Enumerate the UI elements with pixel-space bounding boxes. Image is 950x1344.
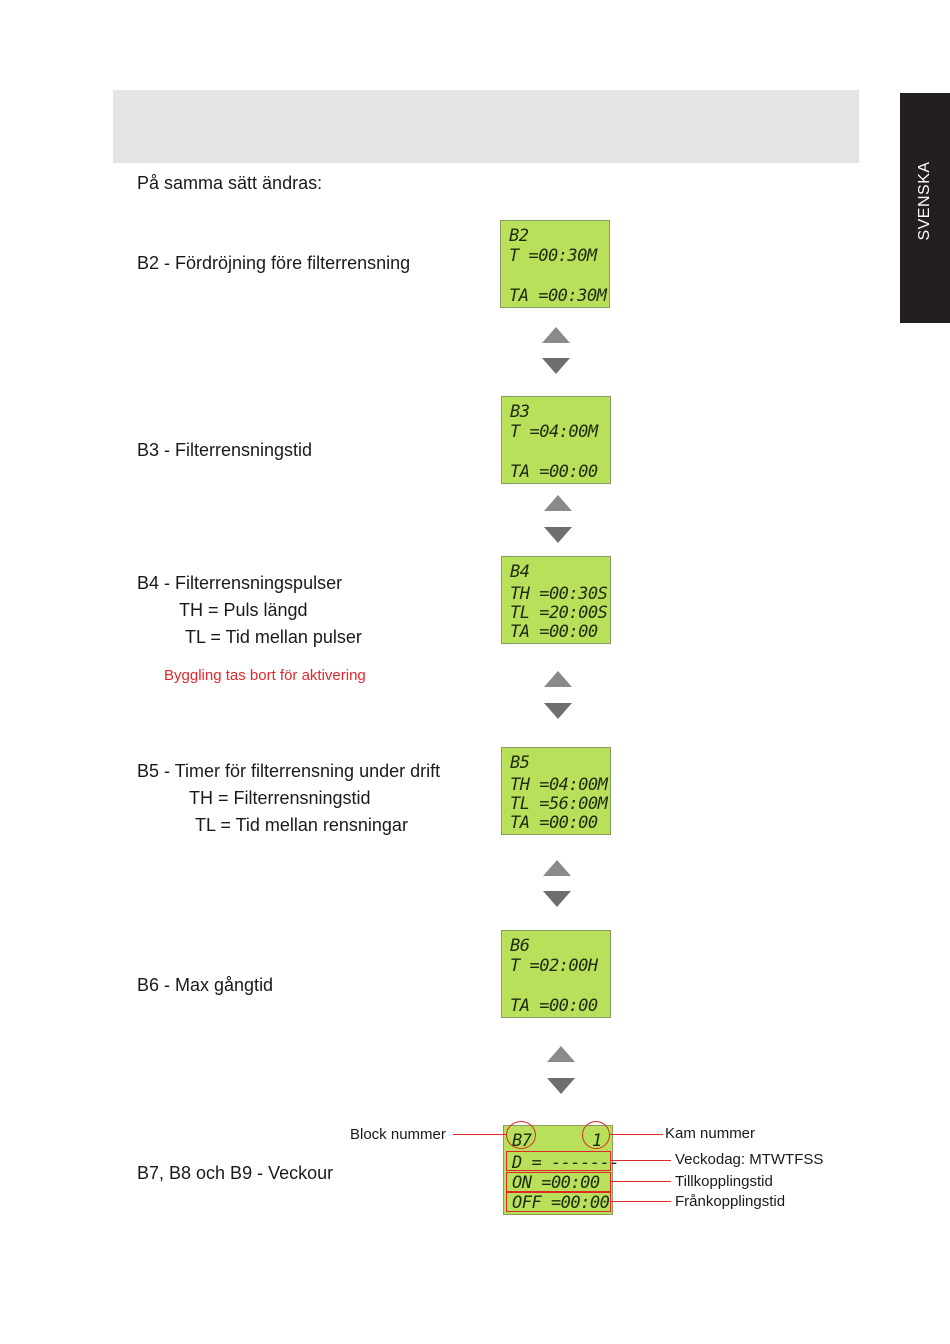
lcd-block-number: B7 xyxy=(512,1131,532,1151)
down-arrow-icon xyxy=(544,703,572,719)
callout-weekday: Veckodag: MTWTFSS xyxy=(675,1151,824,1168)
down-arrow-icon xyxy=(543,891,571,907)
lcd-line: B3 xyxy=(510,402,530,422)
callout-line xyxy=(453,1134,506,1135)
lcd-line: ON =00:00 xyxy=(512,1173,600,1193)
lcd-line: T =04:00M xyxy=(510,422,598,442)
intro-text: På samma sätt ändras: xyxy=(137,173,323,193)
language-tab-label: SVENSKA xyxy=(916,161,933,241)
callout-line xyxy=(610,1134,663,1135)
up-arrow-icon xyxy=(542,327,570,343)
b4-th-text: TH = Puls längd xyxy=(179,600,308,620)
up-arrow-icon xyxy=(544,671,572,687)
b2-lcd-display xyxy=(500,220,610,308)
callout-block-number: Block nummer xyxy=(350,1126,446,1143)
b4-lcd-display xyxy=(501,556,611,644)
lcd-line: OFF =00:00 xyxy=(512,1193,610,1213)
lcd-line: TL =56:00M xyxy=(510,794,608,814)
lcd-line: TH =04:00M xyxy=(510,775,608,795)
up-arrow-icon xyxy=(547,1046,575,1062)
lcd-line: TA =00:00 xyxy=(510,813,598,833)
b4-label: B4 - Filterrensningspulser xyxy=(137,573,343,593)
down-arrow-icon xyxy=(542,358,570,374)
weekday-highlight xyxy=(506,1151,611,1171)
up-arrow-icon xyxy=(543,860,571,876)
b5-label: B5 - Timer för filterrensning under drift xyxy=(137,761,441,781)
block-number-highlight xyxy=(506,1121,536,1149)
up-arrow-icon xyxy=(544,495,572,511)
callout-off-time: Frånkopplingstid xyxy=(675,1193,786,1210)
callout-line xyxy=(611,1160,671,1161)
language-tab xyxy=(900,93,950,323)
lcd-line: T =00:30M xyxy=(509,246,597,266)
lcd-line: B2 xyxy=(509,226,529,246)
lcd-line: TA =00:00 xyxy=(510,996,598,1016)
b5-th-text: TH = Filterrensningstid xyxy=(189,788,371,808)
off-time-highlight xyxy=(506,1192,611,1212)
lcd-line: B5 xyxy=(510,753,530,773)
lcd-line: T =02:00H xyxy=(510,956,598,976)
down-arrow-icon xyxy=(544,527,572,543)
b4-note: Byggling tas bort för aktivering xyxy=(164,667,366,684)
b3-label: B3 - Filterrensningstid xyxy=(137,440,313,460)
callout-on-time: Tillkopplingstid xyxy=(675,1173,773,1190)
b6-label: B6 - Max gångtid xyxy=(137,975,274,995)
lcd-line: TH =00:30S xyxy=(510,584,608,604)
b5-tl-text: TL = Tid mellan rensningar xyxy=(195,815,408,835)
b7-label: B7, B8 och B9 - Veckour xyxy=(137,1163,334,1183)
on-time-highlight xyxy=(506,1172,611,1192)
lcd-line: TA =00:00 xyxy=(510,622,598,642)
lcd-line: B4 xyxy=(510,562,530,582)
lcd-line: TA =00:00 xyxy=(510,462,598,482)
lcd-cam-number: 1 xyxy=(592,1131,602,1151)
lcd-line: B6 xyxy=(510,936,530,956)
b6-lcd-display xyxy=(501,930,611,1018)
lcd-line: TA =00:30M xyxy=(509,286,607,306)
b3-lcd-display xyxy=(501,396,611,484)
b5-lcd-display xyxy=(501,747,611,835)
callout-line xyxy=(611,1201,671,1202)
b2-label: B2 - Fördröjning före filterrensning xyxy=(137,253,411,273)
down-arrow-icon xyxy=(547,1078,575,1094)
callout-line xyxy=(611,1181,671,1182)
b4-tl-text: TL = Tid mellan pulser xyxy=(185,627,362,647)
lcd-line: TL =20:00S xyxy=(510,603,608,623)
lcd-line: D = ------- xyxy=(512,1153,620,1173)
header-band xyxy=(113,90,859,163)
callout-cam-number: Kam nummer xyxy=(665,1125,756,1142)
cam-number-highlight xyxy=(582,1121,610,1149)
